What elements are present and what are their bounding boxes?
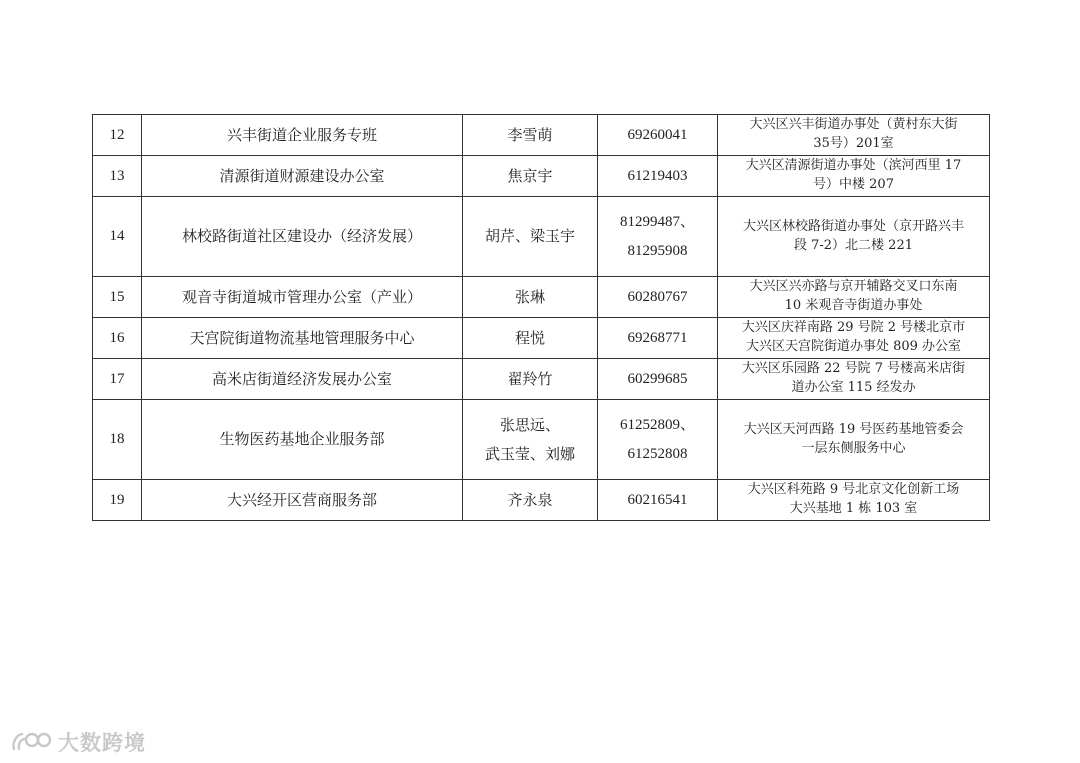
contact-person-line: 胡芹、梁玉宇 xyxy=(484,227,575,246)
contact-person-cell xyxy=(463,156,598,197)
address-line: 段 7-2）北二楼 221 xyxy=(793,237,913,253)
row-number-cell: 19 xyxy=(93,480,142,521)
phone-line: 81299487、 xyxy=(619,213,695,230)
phone-cell xyxy=(598,197,718,277)
address-line: 大兴区清源街道办事处（滨河西里 17 xyxy=(745,158,962,174)
address-line: 大兴区天河西路 19 号医药基地管委会 xyxy=(743,421,964,437)
contact-person-line: 焦京宇 xyxy=(507,166,553,185)
unit-name-cell: 清源街道财源建设办公室 xyxy=(142,156,463,197)
address-line: 35号）201室 xyxy=(813,136,894,151)
table-row xyxy=(93,277,990,318)
row-number-cell: 18 xyxy=(93,400,142,480)
row-number-cell: 14 xyxy=(93,197,142,277)
phone-line: 60299685 xyxy=(627,370,688,387)
unit-name-cell: 林校路街道社区建设办（经济发展） xyxy=(142,197,463,277)
row-number-cell: 17 xyxy=(93,359,142,400)
unit-name-cell: 生物医药基地企业服务部 xyxy=(142,400,463,480)
address-line: 10 米观音寺街道办事处 xyxy=(784,298,923,313)
phone-cell xyxy=(598,400,718,480)
phone-line: 60216541 xyxy=(627,491,688,508)
phone-line: 81295908 xyxy=(627,242,688,259)
row-number-cell: 15 xyxy=(93,277,142,318)
phone-cell xyxy=(598,480,718,521)
weibo-logo-icon xyxy=(10,729,54,755)
table-row xyxy=(93,400,990,480)
address-line: 号）中楼 207 xyxy=(813,177,894,192)
unit-name-cell: 大兴经开区营商服务部 xyxy=(142,480,463,521)
unit-name-cell: 天宫院街道物流基地管理服务中心 xyxy=(142,318,463,359)
address-line: 道办公室 115 经发办 xyxy=(791,380,916,395)
phone-line: 69268771 xyxy=(627,329,688,346)
phone-cell xyxy=(598,318,718,359)
contact-person-line: 张琳 xyxy=(514,287,545,306)
address-cell xyxy=(718,156,990,197)
row-number-cell: 16 xyxy=(93,318,142,359)
contact-person-line: 李雪萌 xyxy=(507,125,553,144)
address-line: 大兴区庆祥南路 29 号院 2 号楼北京市 xyxy=(741,320,966,336)
contact-person-line: 程悦 xyxy=(514,328,545,347)
contact-person-line: 翟羚竹 xyxy=(507,369,553,388)
contact-person-cell xyxy=(463,400,598,480)
contact-person-line: 张思远、 xyxy=(499,415,560,434)
phone-cell xyxy=(598,156,718,197)
row-number-cell: 13 xyxy=(93,156,142,197)
address-cell xyxy=(718,115,990,156)
contact-person-line: 齐永泉 xyxy=(507,490,553,509)
phone-line: 61252809、 xyxy=(619,416,695,433)
contact-person-cell xyxy=(463,115,598,156)
table-row xyxy=(93,359,990,400)
address-cell xyxy=(718,480,990,521)
phone-cell xyxy=(598,115,718,156)
address-cell xyxy=(718,318,990,359)
address-cell xyxy=(718,197,990,277)
address-cell xyxy=(718,277,990,318)
phone-line: 61252808 xyxy=(627,445,688,462)
contact-person-cell xyxy=(463,480,598,521)
unit-name-cell: 兴丰街道企业服务专班 xyxy=(142,115,463,156)
contact-table xyxy=(92,114,990,521)
table-body xyxy=(93,115,990,521)
watermark-text: 大数跨境 xyxy=(58,731,146,755)
unit-name-cell: 观音寺街道城市管理办公室（产业） xyxy=(142,277,463,318)
address-line: 大兴区科苑路 9 号北京文化创新工场 xyxy=(747,482,960,498)
table-row xyxy=(93,480,990,521)
contact-person-cell xyxy=(463,318,598,359)
table-row xyxy=(93,115,990,156)
unit-name-cell: 高米店街道经济发展办公室 xyxy=(142,359,463,400)
address-line: 大兴区兴丰街道办事处（黄村东大街 xyxy=(749,117,958,133)
row-number-cell: 12 xyxy=(93,115,142,156)
address-line: 大兴区兴亦路与京开辅路交叉口东南 xyxy=(749,279,958,295)
table-row xyxy=(93,318,990,359)
contact-person-cell xyxy=(463,197,598,277)
table-row xyxy=(93,156,990,197)
address-line: 大兴区天宫院街道办事处 809 办公室 xyxy=(745,339,962,354)
address-line: 大兴区林校路街道办事处（京开路兴丰 xyxy=(742,218,964,234)
contact-person-cell xyxy=(463,277,598,318)
address-line: 一层东侧服务中心 xyxy=(801,440,906,456)
contact-person-cell xyxy=(463,359,598,400)
contact-person-line: 武玉莹、刘娜 xyxy=(484,444,575,463)
phone-line: 61219403 xyxy=(627,167,688,184)
address-line: 大兴基地 1 栋 103 室 xyxy=(789,501,918,516)
table-row xyxy=(93,197,990,277)
watermark xyxy=(10,727,146,757)
address-line: 大兴区乐园路 22 号院 7 号楼高米店街 xyxy=(741,361,966,377)
address-cell xyxy=(718,400,990,480)
phone-line: 69260041 xyxy=(627,126,688,143)
address-cell xyxy=(718,359,990,400)
phone-cell xyxy=(598,359,718,400)
phone-cell xyxy=(598,277,718,318)
phone-line: 60280767 xyxy=(627,288,688,305)
